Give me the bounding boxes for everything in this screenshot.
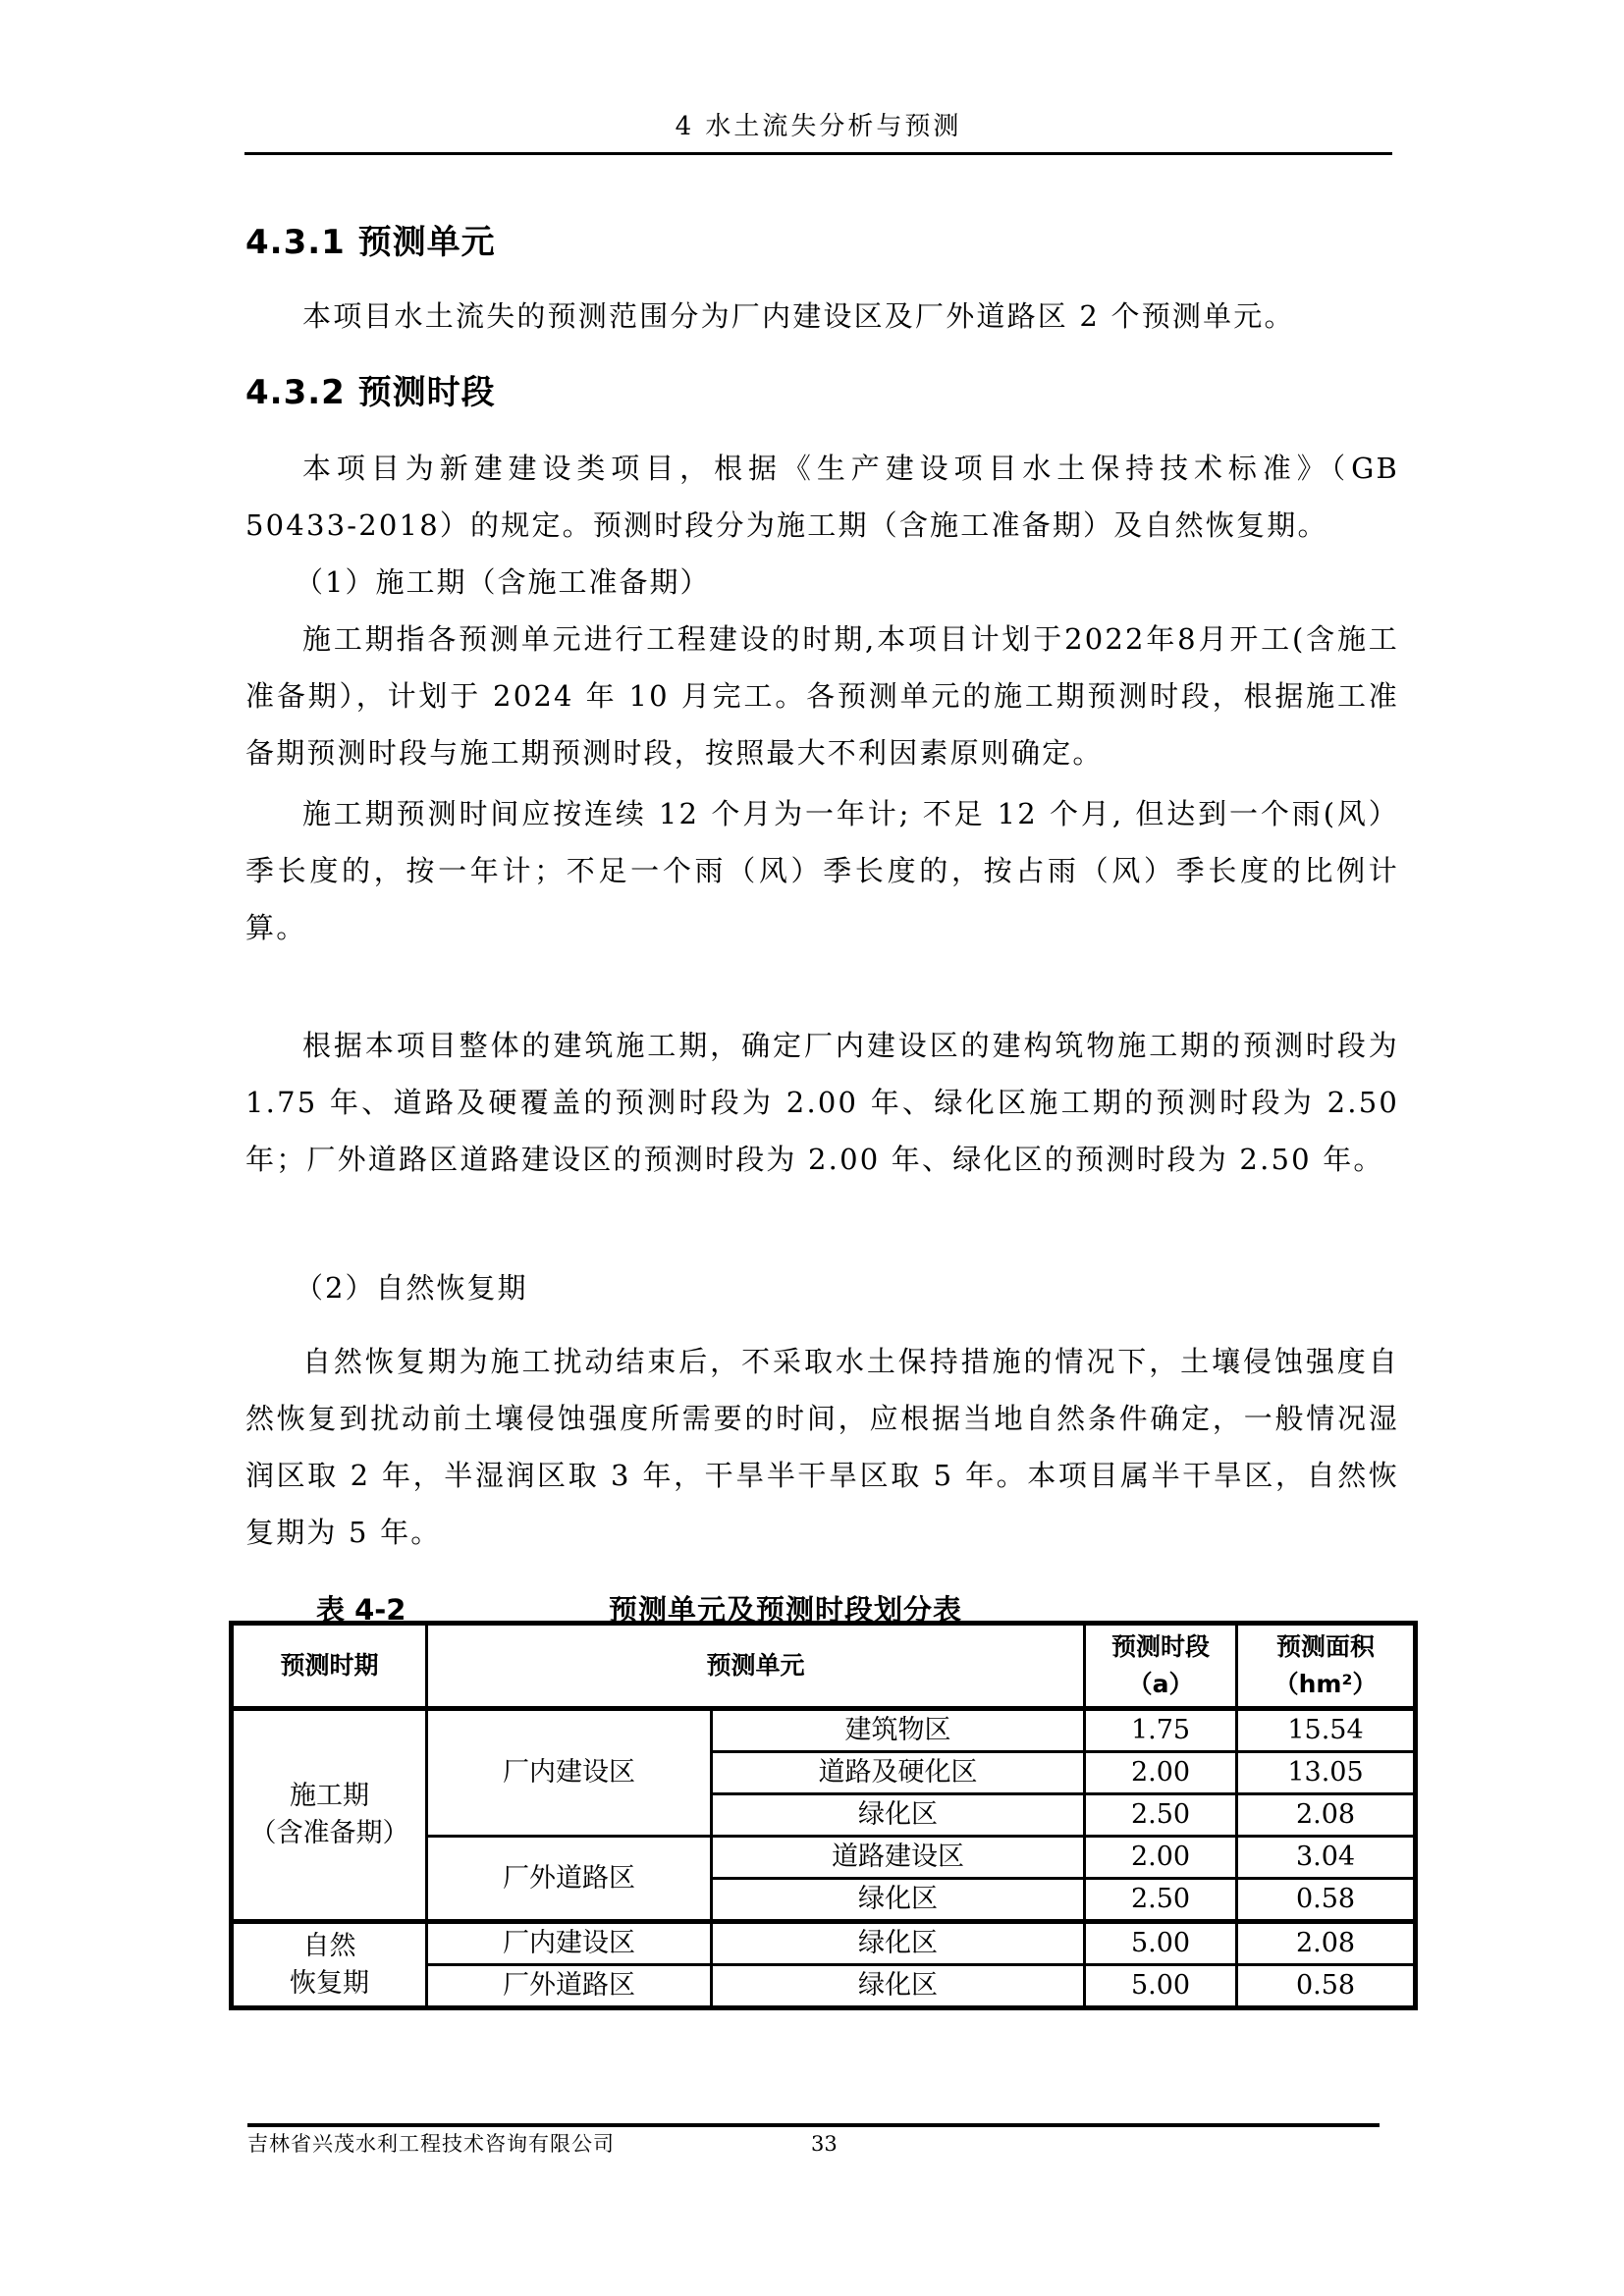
paragraph [245,440,1399,554]
unit-cell: 厂内建设区 [427,1709,712,1837]
header-area [1237,1624,1416,1709]
paragraph-text: 根据本项目整体的建筑施工期，确定厂内建设区的建构筑物施工期的预测时段为 1.75 年、道路及硬覆盖的预测时段为 2.00 年、绿化区施工期的预测时段为 2.50 年；厂外道路区道路建设区的预测时段为 2.00 年、绿化区的预测时段为 2.50 年。 [245,1029,1399,1176]
area-cell: 13.05 [1237,1752,1416,1794]
period-label: 施工期 [290,1781,369,1811]
subunit-cell: 建筑物区 [712,1709,1085,1752]
footer-rule [247,2123,1380,2127]
section-title: 预测单元 [357,223,496,262]
duration-cell: 2.50 [1085,1879,1237,1922]
section-heading-4-3-2 [245,371,496,414]
unit-cell: 厂内建设区 [427,1922,712,1965]
duration-cell: 2.00 [1085,1837,1237,1879]
area-cell: 15.54 [1237,1709,1416,1752]
paragraph-text: 本项目为新建建设类项目，根据《生产建设项目水土保持技术标准》（GB 50433-2018）的规定。预测时段分为施工期（含施工准备期）及自然恢复期。 [245,452,1399,542]
period-sublabel: （含准备期） [249,1818,409,1848]
period-cell [232,1922,427,2008]
paragraph-text: 自然恢复期为施工扰动结束后，不采取水土保持措施的情况下，土壤侵蚀强度自然恢复到扰动前土壤侵蚀强度所需要的时间，应根据当地自然条件确定，一般情况湿润区取 2 年，半湿润区取 3 年，干旱半干旱区取 5 年。本项目属半干旱区，自然恢复期为 5 年。 [245,1345,1399,1549]
header-period: 预测时期 [232,1624,427,1709]
duration-cell: 2.50 [1085,1794,1237,1837]
paragraph [245,611,1399,781]
paragraph [245,785,1399,956]
subunit-cell: 道路及硬化区 [712,1752,1085,1794]
period-sublabel: 恢复期 [290,1967,369,1999]
header-area-label: 预测面积 [1276,1632,1376,1661]
subunit-cell: 绿化区 [712,1922,1085,1965]
paragraph [245,1017,1399,1188]
section-title: 预测时段 [357,373,496,412]
area-cell: 0.58 [1237,1965,1416,2008]
header-duration-label: 预测时段 [1111,1632,1211,1661]
paragraph-text: 本项目水土流失的预测范围分为厂内建设区及厂外道路区 2 个预测单元。 [302,299,1295,333]
paragraph [245,288,1399,345]
unit-cell: 厂外道路区 [427,1965,712,2008]
subheading-construction-period: （1）施工期（含施工准备期） [295,565,711,599]
duration-cell: 5.00 [1085,1965,1237,2008]
duration-cell: 5.00 [1085,1922,1237,1965]
header-unit: 预测单元 [427,1624,1085,1709]
paragraph-text: 施工期预测时间应按连续 12 个月为一年计; 不足 12 个月, 但达到一个雨(风）季长度的，按一年计；不足一个雨（风）季长度的，按占雨（风）季长度的比例计算。 [245,797,1399,944]
header-duration-unit: （a） [1127,1670,1194,1698]
table-row [232,1709,1416,1752]
subunit-cell: 绿化区 [712,1879,1085,1922]
header-area-unit: （hm²） [1273,1670,1378,1698]
area-cell: 2.08 [1237,1794,1416,1837]
area-cell: 0.58 [1237,1879,1416,1922]
subunit-cell: 绿化区 [712,1965,1085,2008]
subunit-cell: 道路建设区 [712,1837,1085,1879]
duration-cell: 2.00 [1085,1752,1237,1794]
subunit-cell: 绿化区 [712,1794,1085,1837]
page-number: 33 [811,2132,838,2156]
duration-cell: 1.75 [1085,1709,1237,1752]
footer-company: 吉林省兴茂水利工程技术咨询有限公司 [247,2132,615,2156]
unit-cell: 厂外道路区 [427,1837,712,1922]
prediction-table [229,1621,1418,2010]
table-caption-number: 表 4-2 [316,1593,406,1627]
section-number: 4.3.2 [245,373,346,412]
table-row [232,1922,1416,1965]
header-duration [1085,1624,1237,1709]
area-cell: 3.04 [1237,1837,1416,1879]
running-header: 4 水土流失分析与预测 [675,112,962,141]
period-label: 自然 [302,1930,356,1961]
paragraph [245,1333,1399,1561]
section-heading-4-3-1 [245,221,496,264]
header-rule [244,152,1392,155]
subheading-natural-recovery: （2）自然恢复期 [295,1271,528,1305]
area-cell: 2.08 [1237,1922,1416,1965]
section-number: 4.3.1 [245,223,346,262]
paragraph-text: 施工期指各预测单元进行工程建设的时期,本项目计划于2022年8月开工(含施工准备期），计划于 2024 年 10 月完工。各预测单元的施工期预测时段，根据施工准备期预测时段与施工期预测时段，按照最大不利因素原则确定。 [245,622,1399,770]
table-caption-title: 预测单元及预测时段划分表 [609,1593,963,1627]
period-cell [232,1709,427,1922]
table-header-row [232,1624,1416,1709]
